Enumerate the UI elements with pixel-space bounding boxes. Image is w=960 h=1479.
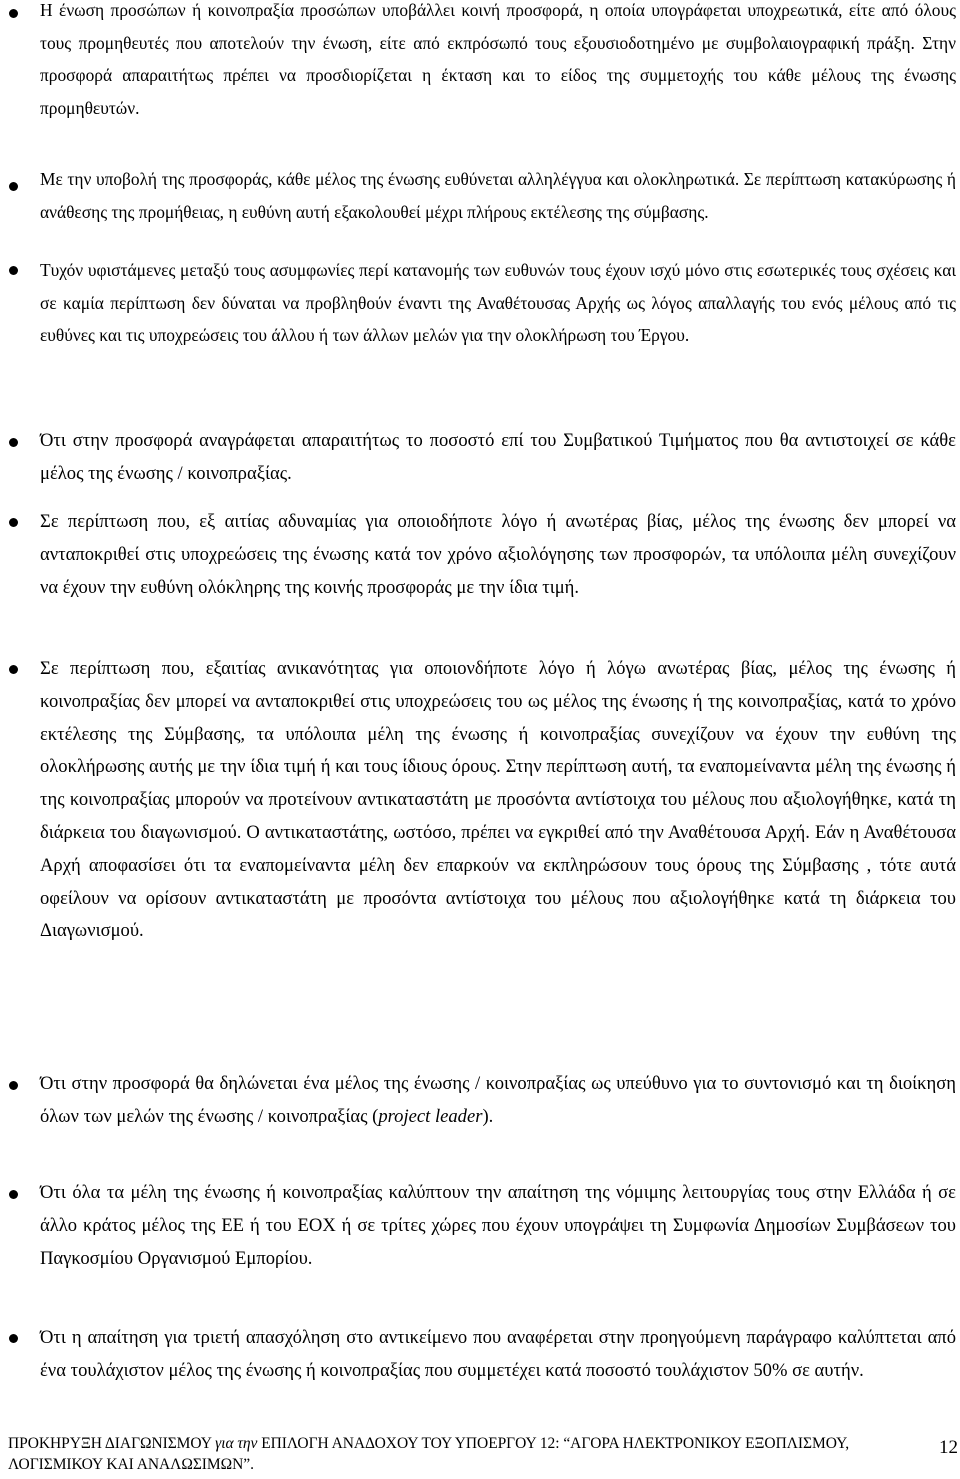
bullet-icon — [9, 266, 18, 275]
page-number: 12 — [939, 1437, 958, 1458]
bullet-paragraph-percentage: Ότι στην προσφορά αναγράφεται απαραιτήτως το ποσοστό επί του Συμβατικού Τιμήματος που θα αντιστοιχεί σε κάθε μέλος της ένωσης / κοινοπραξίας. — [40, 430, 956, 484]
page-footer — [8, 1434, 888, 1475]
bullet-paragraph-inability-evaluation: Σε περίπτωση που, εξ αιτίας αδυναμίας για οποιοδήποτε λόγο ή ανωτέρας βίας, μέλος της ένωσης δεν μπορεί να ανταποκριθεί στις υποχρεώσεις της ένωσης κατά τον χρόνο αξιολόγησης των προσφορών, τα υπόλοιπα μέλη συνεχίζουν να έχουν την ευθύνη ολόκληρης της κοινής προσφοράς με την ίδια τιμή. — [40, 511, 956, 598]
bullet-icon — [9, 9, 18, 18]
bullet-paragraph-three-year-experience: Ότι η απαίτηση για τριετή απασχόληση στο αντικείμενο που αναφέρεται στην προηγούμενη παράγραφο καλύπτεται από ένα τουλάχιστον μέλος της ένωσης ή κοινοπραξίας που συμμετέχει κατά ποσοστό τουλάχιστον 50% σε αυτήν. — [40, 1327, 956, 1381]
bullet-paragraph-internal-disagreements: Τυχόν υφιστάμενες μεταξύ τους ασυμφωνίες περί κατανομής των ευθυνών τους έχουν ισχύ μόνο στις εσωτερικές τους σχέσεις και σε καμία περίπτωση δεν δύναται να προβληθούν έναντι της Αναθέτουσας Αρχής ως λόγος απαλλαγής του ενός μέλους από τις ευθύνες και τις υποχρεώσεις του άλλου ή των άλλων μελών για την ολοκλήρωση του Έργου. — [40, 260, 956, 346]
bullet-icon — [9, 438, 18, 447]
bullet-icon — [9, 182, 18, 191]
bullet-paragraph-inability-execution: Σε περίπτωση που, εξαιτίας ανικανότητας για οποιονδήποτε λόγο ή λόγω ανωτέρας βίας, μέλος της ένωσης ή κοινοπραξίας δεν μπορεί να ανταποκριθεί στις υποχρεώσεις του ως μέλος της ένωσης ή της κοινοπραξίας, κατά το χρόνο εκτέλεσης της Σύμβασης, τα υπόλοιπα μέλη της ένωσης ή κοινοπραξίας συνεχίζουν να έχουν την ευθύνη της ολοκλήρωσης αυτής με την ίδια τιμή ή και τους ίδιους όρους. Στην περίπτωση αυτή, τα εναπομείναντα μέλη της ένωσης ή της κοινοπραξίας μπορούν να προτείνουν αντικαταστάτη με προσόντα αντίστοιχα του μέλους που αξιολογήθηκε, κατά τη διάρκεια του διαγωνισμού. Ο αντικαταστάτης, ωστόσο, πρέπει να εγκριθεί από την Αναθέτουσα Αρχή. Εάν η Αναθέτουσα Αρχή αποφασίσει ότι τα εναπομείναντα μέλη δεν επαρκούν να εκπληρώσουν τους όρους της Σύμβασης , τότε αυτά οφείλουν να ορίσουν αντικαταστάτη με προσόντα αντίστοιχα του μέλους που αξιολογήθηκε κατά τη διάρκεια του Διαγωνισμού. — [40, 658, 956, 942]
bullet-icon — [9, 1081, 18, 1090]
bullet-icon — [9, 1190, 18, 1199]
footer-italic: για την — [215, 1435, 258, 1452]
project-leader-close: ). — [482, 1105, 494, 1127]
footer-prefix: ΠΡΟΚΗΡΥΞΗ ΔΙΑΓΩΝΙΣΜΟΥ — [8, 1435, 212, 1452]
bullet-icon — [9, 665, 18, 674]
project-leader-term: project leader — [378, 1105, 483, 1127]
bullet-icon — [9, 1334, 18, 1343]
bullet-paragraph-project-leader — [40, 1068, 956, 1134]
footer-title: ΕΠΙΛΟΓΗ ΑΝΑΔΟΧΟΥ ΤΟΥ ΥΠΟΕΡΓΟΥ 12: “ΑΓΟΡΑ ΗΛΕΚΤΡΟΝΙΚΟΥ ΕΞΟΠΛΙΣΜΟΥ, ΛΟΓΙΣΜΙΚΟΥ ΚΑΙ ΑΝΑΛΩΣΙΜΩΝ”. — [8, 1435, 850, 1473]
bullet-paragraph-joint-liability: Με την υποβολή της προσφοράς, κάθε μέλος της ένωσης ευθύνεται αλληλέγγυα και ολοκληρωτικά. Σε περίπτωση κατακύρωσης ή ανάθεσης της προμήθειας, η ευθύνη αυτή εξακολουθεί μέχρι πλήρους εκτέλεσης της σύμβασης. — [40, 169, 956, 222]
bullet-paragraph-legal-operation: Ότι όλα τα μέλη της ένωσης ή κοινοπραξίας καλύπτουν την απαίτηση της νόμιμης λειτουργίας τους στην Ελλάδα ή σε άλλο κράτος μέλος της ΕΕ ή του ΕΟΧ ή σε τρίτες χώρες που έχουν υπογράψει τη Συμφωνία Δημοσίων Συμβάσεων του Παγκοσμίου Οργανισμού Εμπορίου. — [40, 1182, 956, 1269]
project-leader-text: Ότι στην προσφορά θα δηλώνεται ένα μέλος της ένωσης / κοινοπραξίας ως υπεύθυνο για το συντονισμό και τη διοίκηση όλων των μελών της ένωσης / κοινοπραξίας ( — [40, 1073, 956, 1127]
bullet-icon — [9, 518, 18, 527]
bullet-paragraph-joint-offer: Η ένωση προσώπων ή κοινοπραξία προσώπων υποβάλλει κοινή προσφορά, η οποία υπογράφεται υποχρεωτικά, είτε από όλους τους προμηθευτές που αποτελούν την ένωση, είτε από εκπρόσωπό τους εξουσιοδοτημένο με συμβολαιογραφική πράξη. Στην προσφορά απαραιτήτως πρέπει να προσδιορίζεται η έκταση και το είδος της συμμετοχής του κάθε μέλους της ένωσης προμηθευτών. — [40, 0, 956, 119]
